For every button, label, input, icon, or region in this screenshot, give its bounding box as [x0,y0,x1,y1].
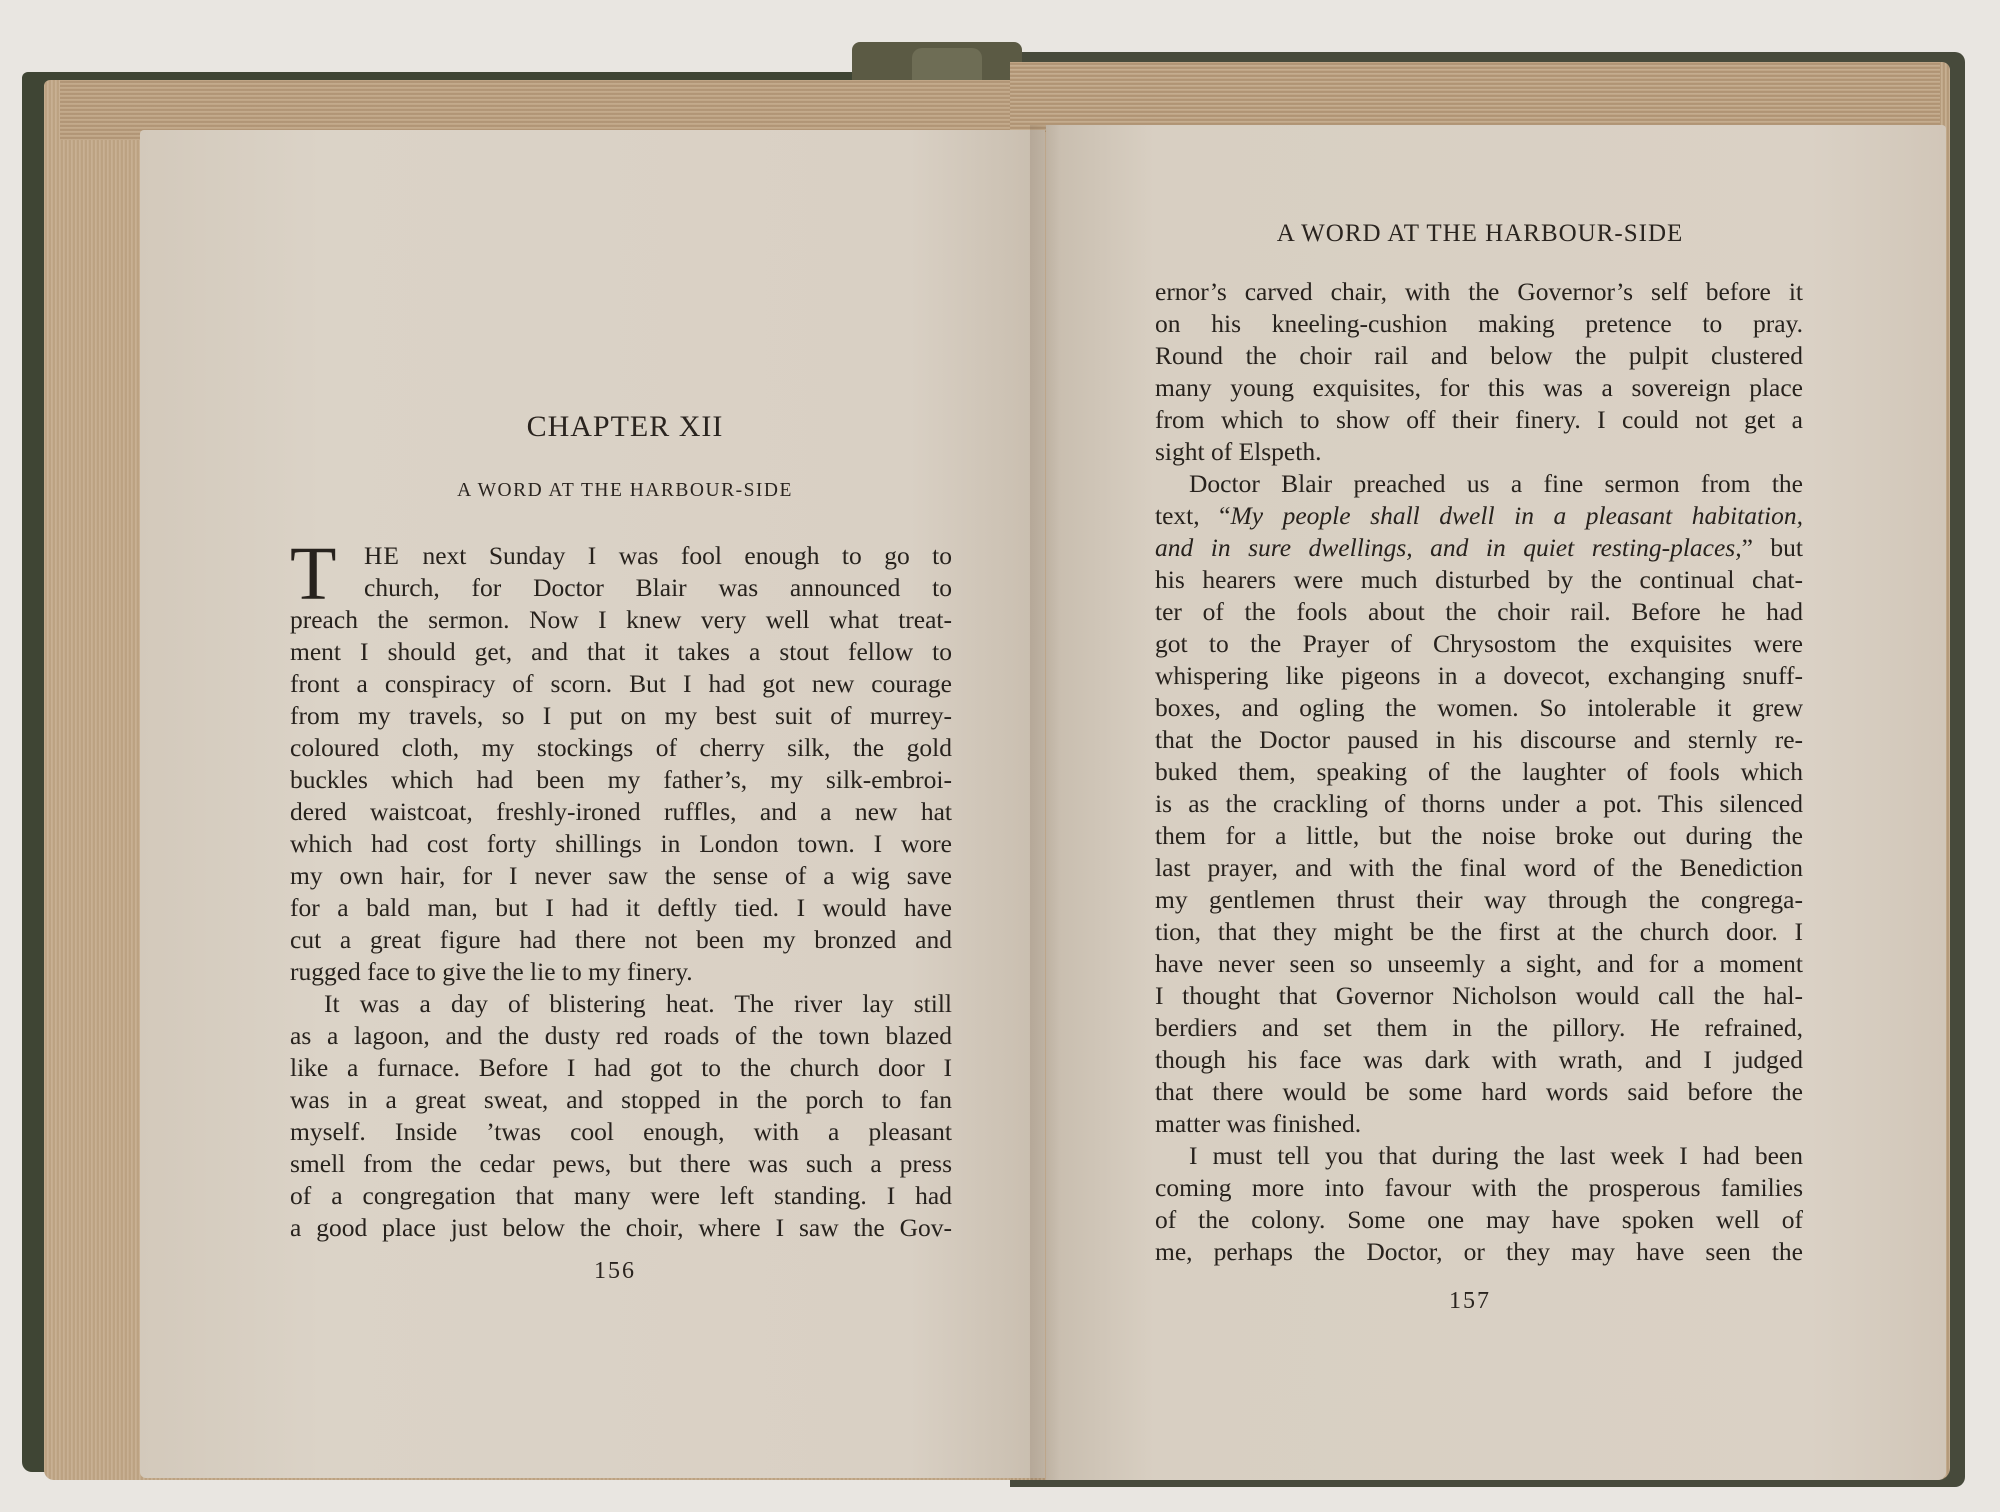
text-line: of a congregation that many were left standing. I had [290,1181,952,1210]
text-line: my gentlemen thrust their way through the congrega- [1155,885,1803,914]
text-line: on his kneeling-cushion making pretence to pray. [1155,309,1803,338]
text-line: is as the crackling of thorns under a pot. This silenced [1155,789,1803,818]
text-line: that the Doctor paused in his discourse and sternly re- [1155,725,1803,754]
left-page-body [290,532,952,1244]
text-line: them for a little, but the noise broke out during the [1155,821,1803,850]
text-line: my own hair, for I never saw the sense of a wig save [290,861,952,890]
text-line: from my travels, so I put on my best suit of murrey- [290,701,952,730]
text-line: front a conspiracy of scorn. But I had got new courage [290,669,952,698]
text-line: matter was finished. [1155,1109,1362,1138]
right-page-body [1155,276,1803,1268]
text-line: which had cost forty shillings in London town. I wore [290,829,952,858]
text-line: of the colony. Some one may have spoken well of [1155,1205,1803,1234]
text-line [290,540,952,572]
text-line: got to the Prayer of Chrysostom the exquisites were [1155,629,1803,658]
text-line: have never seen so unseemly a sight, and for a moment [1155,949,1803,978]
text-fragment: ” but [1741,533,1804,562]
drop-cap-paragraph-start [290,532,952,616]
text-line: I must tell you that during the last week I had been [1189,1141,1803,1170]
chapter-subtitle: A WORD AT THE HARBOUR-SIDE [457,480,793,501]
right-top-edges [1010,62,1940,132]
text-line: ter of the fools about the choir rail. Before he had [1155,597,1803,626]
text-line: as a lagoon, and the dusty red roads of the town blazed [290,1021,952,1050]
text-line: buked them, speaking of the laughter of fools which [1155,757,1803,786]
text-line: that there would be some hard words said before the [1155,1077,1803,1106]
text-line: berdiers and set them in the pillory. He refrained, [1155,1013,1803,1042]
chapter-title: CHAPTER XII [526,410,724,443]
text-line: myself. Inside ’twas cool enough, with a pleasant [290,1117,952,1146]
text-line: though his face was dark with wrath, and I judged [1155,1045,1803,1074]
text-line: dered waistcoat, freshly-ironed ruffles, and a new hat [290,797,952,826]
text-line: last prayer, and with the final word of the Benediction [1155,853,1803,882]
text-line [1155,500,1803,532]
first-word-caps: HE [364,541,400,570]
text-line: his hearers were much disturbed by the continual chat- [1155,565,1803,594]
text-line: boxes, and ogling the women. So intolerable it grew [1155,693,1803,722]
text-fragment: text, “ [1155,501,1231,530]
text-line: preach the sermon. Now I knew very well what treat- [290,605,952,634]
text-line: rugged face to give the lie to my finery. [290,957,693,986]
text-line: church, for Doctor Blair was announced to [364,573,952,602]
text-line: from which to show off their finery. I could not get a [1155,405,1803,434]
page-number-left: 156 [594,1258,636,1284]
text-line: me, perhaps the Doctor, or they may have seen the [1155,1237,1803,1266]
text-line: coming more into favour with the prosperous families [1155,1173,1803,1202]
text-line: a good place just below the choir, where I saw the Gov- [290,1213,952,1242]
text-line: It was a day of blistering heat. The river lay still [324,989,952,1018]
text-line: Doctor Blair preached us a fine sermon from the [1189,469,1803,498]
text-line: smell from the cedar pews, but there was such a press [290,1149,952,1178]
text-line: was in a great sweat, and stopped in the porch to fan [290,1085,952,1114]
text-line: buckles which had been my father’s, my silk-embroi- [290,765,952,794]
text-line: for a bald man, but I had it deftly tied. I would have [290,893,952,922]
text-line: Round the choir rail and below the pulpit clustered [1155,341,1803,370]
scripture-quote: My people shall dwell in a pleasant habitation, [1230,501,1803,530]
text-line: sight of Elspeth. [1155,437,1322,466]
gutter-shadow [1030,125,1060,1480]
text-line: ernor’s carved chair, with the Governor’s self before it [1155,277,1803,306]
scripture-quote: and in sure dwellings, and in quiet resting-places, [1155,533,1742,562]
text-line: many young exquisites, for this was a sovereign place [1155,373,1803,402]
text-line: whispering like pigeons in a dovecot, exchanging snuff- [1155,661,1803,690]
text-line: ment I should get, and that it takes a stout fellow to [290,637,952,666]
text-line: cut a great figure had there not been my bronzed and [290,925,952,954]
running-head: A WORD AT THE HARBOUR-SIDE [1276,220,1684,247]
text-line [1155,532,1803,564]
text-line: I thought that Governor Nicholson would call the hal- [1155,981,1803,1010]
text-line: tion, that they might be the first at the church door. I [1155,917,1803,946]
drop-cap: T [290,532,337,616]
page-number-right: 157 [1449,1288,1491,1314]
text-line: coloured cloth, my stockings of cherry silk, the gold [290,733,952,762]
text-line: like a furnace. Before I had got to the church door I [290,1053,952,1082]
text-line-rest: next Sunday I was fool enough to go to [400,541,952,570]
